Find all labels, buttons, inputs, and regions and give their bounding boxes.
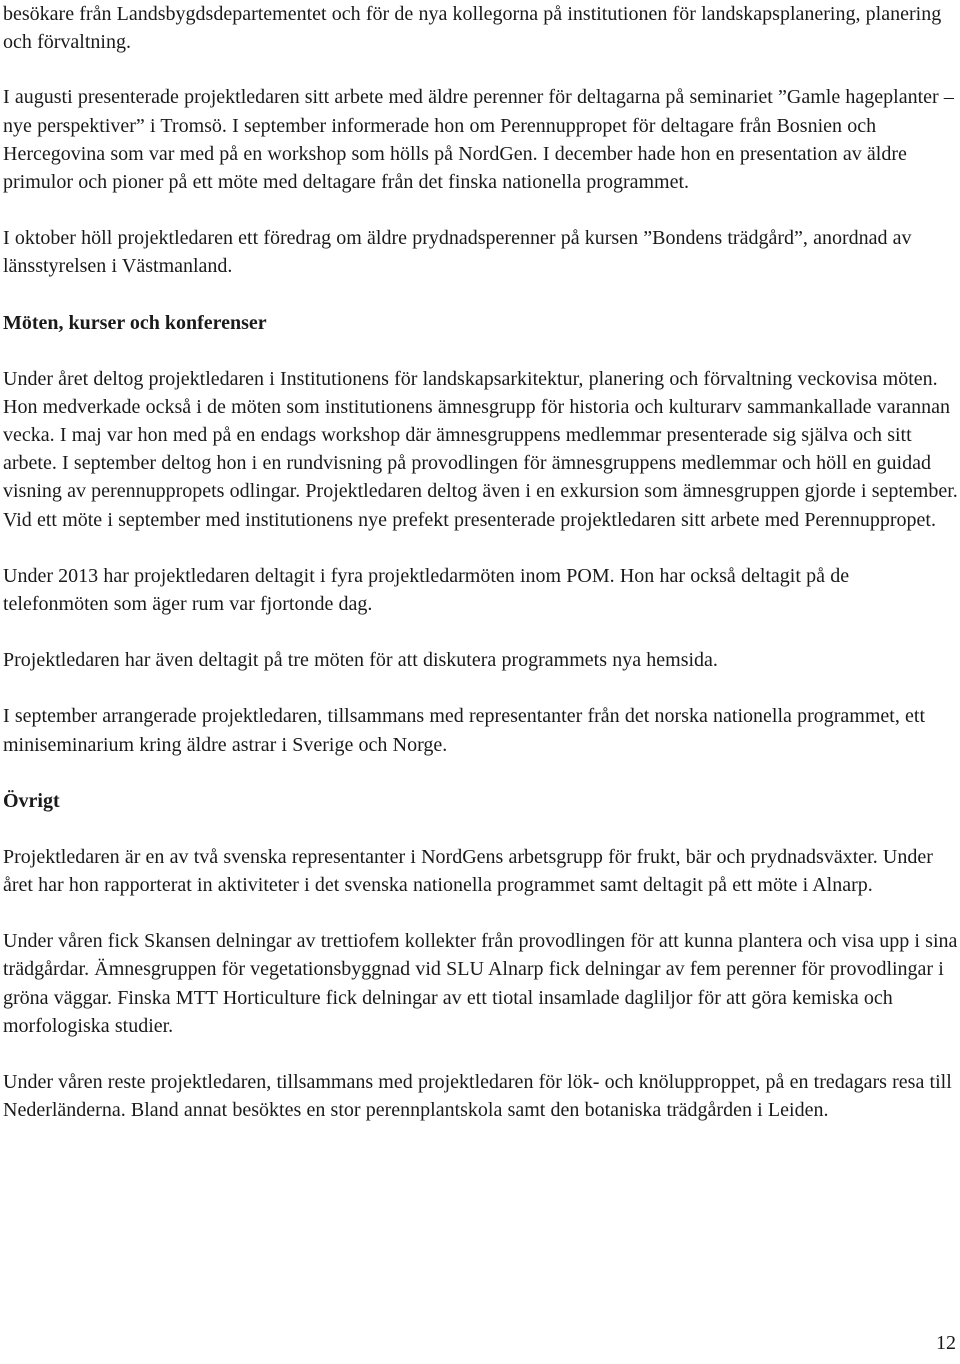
heading-other: Övrigt xyxy=(3,789,60,812)
paragraph-nordgen-group: Projektledaren är en av två svenska representanter i NordGens arbetsgrupp för frukt, bär och prydnadsväxter. Under året har hon rapporterat in aktiviteter i det svenska nationella programmet samt deltagit på ett möte i Alnarp. xyxy=(3,845,933,897)
paragraph-pom-meetings: Under 2013 har projektledaren deltagit i fyra projektledarmöten inom POM. Hon har också deltagit på de telefonmöten som äger rum var fjortonde dag. xyxy=(3,564,850,616)
page-number: 12 xyxy=(936,1332,956,1354)
paragraph-skansen-divisions: Under våren fick Skansen delningar av trettiofem kollekter från provodlingen för att kunna plantera och visa upp i sina trädgårdar. Ämnesgruppen för vegetationsbyggnad vid SLU Alnarp fick delningar av fem perenner för provodlingar i gröna väggar. Finska MTT Horticulture fick delningar av ett tiotal insamlade dagliljor för att göra kemiska och morfologiska studier. xyxy=(3,930,958,1037)
paragraph-netherlands-trip: Under våren reste projektledaren, tillsammans med projektledaren för lök- och knölupproppet, på en tredagars resa till Nederländerna. Bland annat besöktes en stor perennplantskola samt den botaniska trädgården i Leiden. xyxy=(3,1071,952,1122)
paragraph-august-presentations: I augusti presenterade projektledaren sitt arbete med äldre perenner för deltagarna på seminariet ”Gamle hageplanter – nye perspektiver” i Tromsö. I september informerade hon om Perennuppropet för deltagare från Bosnien och Hercegovina som var med på en workshop som hölls på NordGen. I december hade hon en presentation av äldre primulor och pioner på ett möte med deltagare från det finska nationella programmet. xyxy=(3,86,954,194)
paragraph-seminar-asters: I september arrangerade projektledaren, tillsammans med representanter från det norska nationella programmet, ett miniseminarium kring äldre astrar i Sverige och Norge. xyxy=(3,705,926,756)
paragraph-website-meetings: Projektledaren har även deltagit på tre möten för att diskutera programmets nya hemsida. xyxy=(3,649,718,672)
paragraph-visitors: besökare från Landsbygdsdepartementet och för de nya kollegorna på institutionen för landskapsplanering, planering och förvaltning. xyxy=(3,3,942,54)
document-page xyxy=(3,0,958,1124)
paragraph-october-lecture: I oktober höll projektledaren ett föredrag om äldre prydnadsperenner på kursen ”Bondens trädgård”, anordnad av länsstyrelsen i Västmanland. xyxy=(3,227,912,278)
paragraph-institution-meetings: Under året deltog projektledaren i Institutionens för landskapsarkitektur, planering och förvaltning veckovisa möten. Hon medverkade också i de möten som institutionens ämnesgrupp för historia och kulturarv sammankallade varannan vecka. I maj var hon med på en endags workshop där ämnesgruppens medlemmar presenterade sig själva och sitt arbete. I september deltog hon i en rundvisning på provodlingen för ämnesgruppens medlemmar och höll en guidad visning av perennuppropets odlingar. Projektledaren deltog även i en exkursion som ämnesgruppen gjorde i september. Vid ett möte i september med institutionens nye prefekt presenterade projektledaren sitt arbete med Perennuppropet. xyxy=(3,367,958,531)
heading-meetings-courses: Möten, kurser och konferenser xyxy=(3,311,267,334)
